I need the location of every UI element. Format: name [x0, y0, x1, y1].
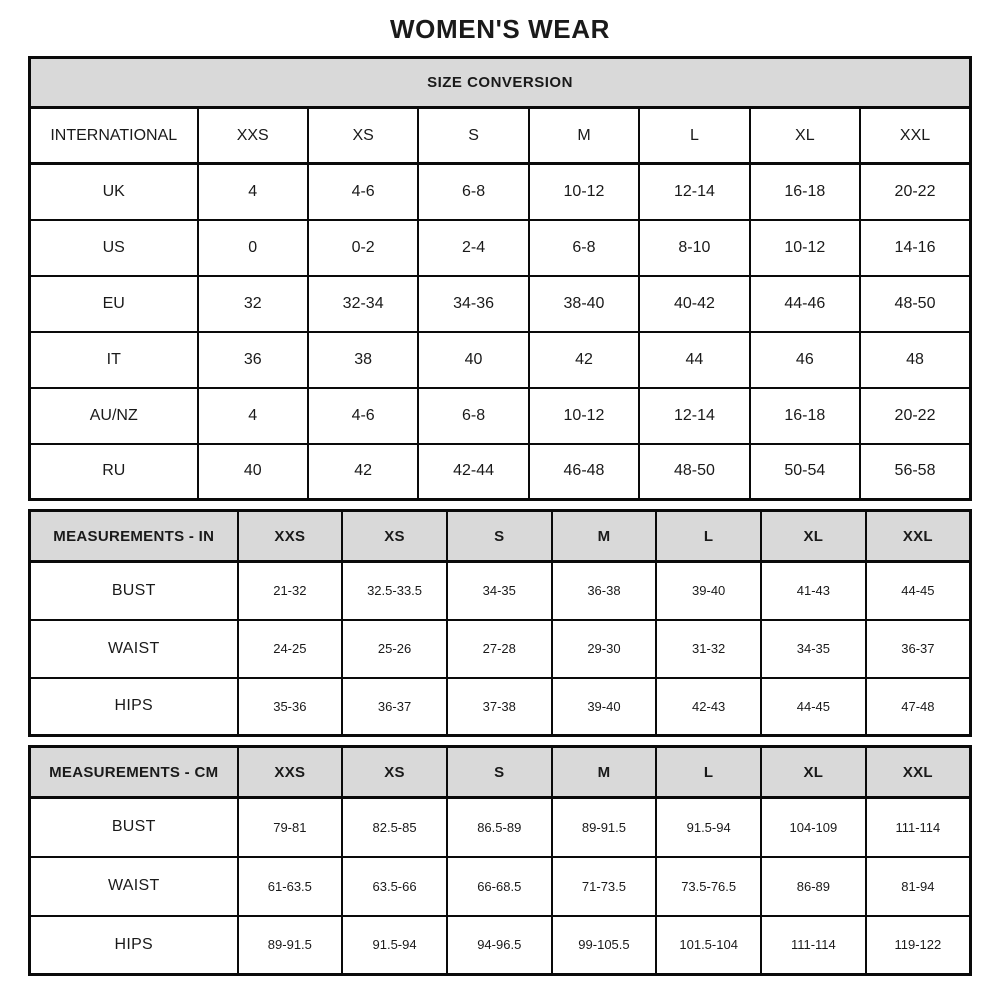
size-value: 44-45: [866, 562, 971, 620]
size-column-header: L: [656, 511, 761, 562]
table-banner-row: [30, 58, 971, 108]
size-value: 50-54: [750, 444, 860, 500]
table-row: [30, 916, 971, 975]
size-column-header: XL: [761, 511, 866, 562]
table-banner-title: SIZE CONVERSION: [30, 58, 971, 108]
size-conversion-table: [28, 56, 972, 501]
size-value: 79-81: [238, 798, 343, 857]
size-value: 36-38: [552, 562, 657, 620]
size-column-header: S: [447, 511, 552, 562]
size-column-header: XXS: [238, 511, 343, 562]
size-value: 6-8: [529, 220, 639, 276]
table-row: [30, 164, 971, 220]
size-value: 42: [308, 444, 418, 500]
size-value: 44: [639, 332, 749, 388]
size-value: 99-105.5: [552, 916, 657, 975]
size-column-header: XS: [342, 747, 447, 798]
size-column-header: XXL: [866, 747, 971, 798]
size-value: 0-2: [308, 220, 418, 276]
size-column-header: S: [447, 747, 552, 798]
size-column-header: XXS: [198, 108, 308, 164]
size-column-header: M: [529, 108, 639, 164]
size-value: 4-6: [308, 164, 418, 220]
row-label: BUST: [30, 562, 238, 620]
size-value: 91.5-94: [656, 798, 761, 857]
size-value: 48: [860, 332, 970, 388]
row-label: HIPS: [30, 678, 238, 736]
row-label: RU: [30, 444, 198, 500]
table-row: [30, 620, 971, 678]
row-label: HIPS: [30, 916, 238, 975]
size-value: 39-40: [656, 562, 761, 620]
size-column-header: S: [418, 108, 528, 164]
size-column-header: XL: [750, 108, 860, 164]
table-row: [30, 678, 971, 736]
size-column-header: XXS: [238, 747, 343, 798]
size-value: 56-58: [860, 444, 970, 500]
table-header-row: [30, 108, 971, 164]
size-value: 32: [198, 276, 308, 332]
size-value: 89-91.5: [238, 916, 343, 975]
row-label: WAIST: [30, 620, 238, 678]
table-row: [30, 332, 971, 388]
row-label: UK: [30, 164, 198, 220]
row-label: IT: [30, 332, 198, 388]
measurements-in-table: [28, 509, 972, 737]
size-value: 86.5-89: [447, 798, 552, 857]
size-value: 94-96.5: [447, 916, 552, 975]
size-column-header: XL: [761, 747, 866, 798]
row-label: EU: [30, 276, 198, 332]
size-value: 10-12: [750, 220, 860, 276]
size-value: 0: [198, 220, 308, 276]
size-value: 73.5-76.5: [656, 857, 761, 916]
size-value: 66-68.5: [447, 857, 552, 916]
size-value: 111-114: [761, 916, 866, 975]
size-value: 38-40: [529, 276, 639, 332]
size-value: 41-43: [761, 562, 866, 620]
row-label: US: [30, 220, 198, 276]
size-value: 4: [198, 164, 308, 220]
measurements-cm-table: [28, 745, 972, 976]
size-column-header: XS: [308, 108, 418, 164]
size-conversion-body: [30, 58, 971, 500]
size-column-header: XXL: [866, 511, 971, 562]
size-column-header: M: [552, 511, 657, 562]
size-column-header: XXL: [860, 108, 970, 164]
size-value: 71-73.5: [552, 857, 657, 916]
size-column-header: XS: [342, 511, 447, 562]
size-value: 37-38: [447, 678, 552, 736]
size-value: 44-45: [761, 678, 866, 736]
size-value: 48-50: [860, 276, 970, 332]
size-value: 89-91.5: [552, 798, 657, 857]
size-value: 46: [750, 332, 860, 388]
row-label: BUST: [30, 798, 238, 857]
size-value: 40-42: [639, 276, 749, 332]
size-value: 8-10: [639, 220, 749, 276]
size-value: 119-122: [866, 916, 971, 975]
size-value: 29-30: [552, 620, 657, 678]
size-value: 16-18: [750, 164, 860, 220]
size-value: 34-35: [447, 562, 552, 620]
size-value: 20-22: [860, 388, 970, 444]
table-row: [30, 798, 971, 857]
size-value: 36-37: [866, 620, 971, 678]
size-value: 48-50: [639, 444, 749, 500]
row-label: AU/NZ: [30, 388, 198, 444]
table-row: [30, 444, 971, 500]
size-value: 21-32: [238, 562, 343, 620]
table-header-row: [30, 511, 971, 562]
row-label-header: INTERNATIONAL: [30, 108, 198, 164]
size-value: 2-4: [418, 220, 528, 276]
measurements-cm-body: [30, 747, 971, 975]
size-value: 42: [529, 332, 639, 388]
size-value: 44-46: [750, 276, 860, 332]
size-value: 36-37: [342, 678, 447, 736]
size-value: 42-43: [656, 678, 761, 736]
size-value: 25-26: [342, 620, 447, 678]
size-value: 40: [418, 332, 528, 388]
size-value: 6-8: [418, 388, 528, 444]
size-value: 104-109: [761, 798, 866, 857]
table-row: [30, 220, 971, 276]
size-value: 86-89: [761, 857, 866, 916]
size-value: 36: [198, 332, 308, 388]
size-value: 46-48: [529, 444, 639, 500]
size-value: 10-12: [529, 388, 639, 444]
size-value: 16-18: [750, 388, 860, 444]
size-value: 101.5-104: [656, 916, 761, 975]
table-header-row: [30, 747, 971, 798]
size-value: 24-25: [238, 620, 343, 678]
size-value: 82.5-85: [342, 798, 447, 857]
size-value: 111-114: [866, 798, 971, 857]
table-row: [30, 562, 971, 620]
size-value: 47-48: [866, 678, 971, 736]
size-value: 34-35: [761, 620, 866, 678]
page-title: WOMEN'S WEAR: [390, 14, 610, 44]
table-row: [30, 388, 971, 444]
size-column-header: L: [639, 108, 749, 164]
size-value: 35-36: [238, 678, 343, 736]
measurements-in-body: [30, 511, 971, 736]
size-value: 39-40: [552, 678, 657, 736]
size-column-header: M: [552, 747, 657, 798]
size-value: 34-36: [418, 276, 528, 332]
size-value: 91.5-94: [342, 916, 447, 975]
size-value: 42-44: [418, 444, 528, 500]
size-column-header: L: [656, 747, 761, 798]
table-row: [30, 276, 971, 332]
row-label-header: MEASUREMENTS - IN: [30, 511, 238, 562]
row-label: WAIST: [30, 857, 238, 916]
table-row: [30, 857, 971, 916]
size-value: 12-14: [639, 164, 749, 220]
size-value: 27-28: [447, 620, 552, 678]
size-value: 63.5-66: [342, 857, 447, 916]
size-value: 12-14: [639, 388, 749, 444]
size-value: 31-32: [656, 620, 761, 678]
row-label-header: MEASUREMENTS - CM: [30, 747, 238, 798]
size-value: 20-22: [860, 164, 970, 220]
size-value: 61-63.5: [238, 857, 343, 916]
size-value: 4: [198, 388, 308, 444]
size-value: 14-16: [860, 220, 970, 276]
size-value: 32.5-33.5: [342, 562, 447, 620]
size-value: 40: [198, 444, 308, 500]
size-value: 10-12: [529, 164, 639, 220]
size-value: 81-94: [866, 857, 971, 916]
size-value: 38: [308, 332, 418, 388]
size-value: 4-6: [308, 388, 418, 444]
size-value: 32-34: [308, 276, 418, 332]
size-value: 6-8: [418, 164, 528, 220]
